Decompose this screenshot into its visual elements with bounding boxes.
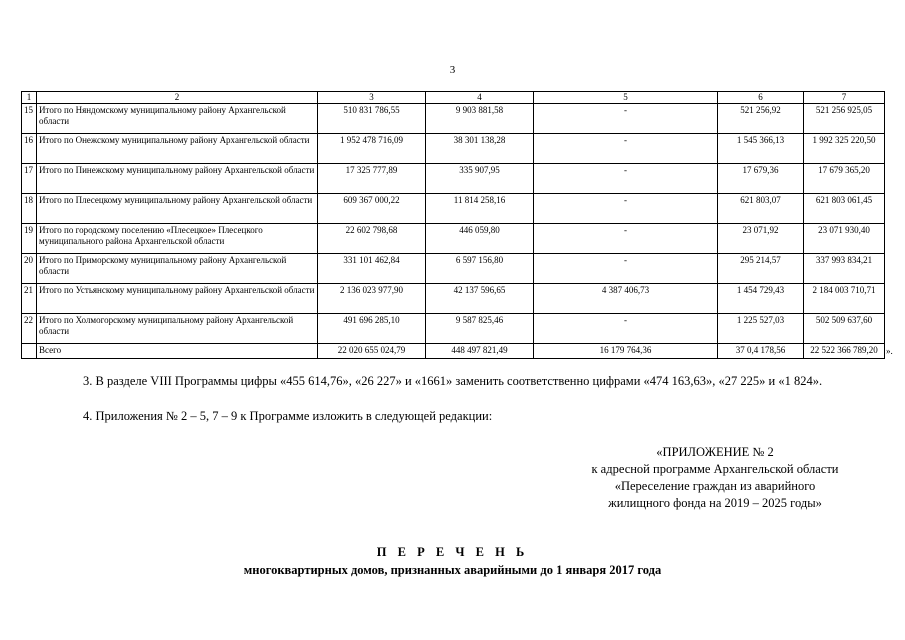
col7-value: 521 256 925,05 [804, 104, 885, 134]
total-col3-value: 22 020 655 024,79 [318, 344, 426, 359]
col5-value: - [534, 254, 718, 284]
row-name: Итого по Пинежскому муниципальному району Архангельской области [37, 164, 318, 194]
financing-table [21, 91, 885, 359]
row-number: 22 [22, 314, 37, 344]
column-header: 5 [534, 92, 718, 104]
col6-value: 1 545 366,13 [718, 134, 804, 164]
appendix-line: жилищного фонда на 2019 – 2025 годы» [608, 496, 822, 510]
paragraph-3: 3. В разделе VIII Программы цифры «455 614,76», «26 227» и «1661» заменить соответственно цифрами «474 163,63», «27 225» и «1 824». [83, 374, 823, 388]
row-number: 19 [22, 224, 37, 254]
column-header: 6 [718, 92, 804, 104]
table-row [22, 164, 885, 194]
col5-value: - [534, 194, 718, 224]
col5-value: - [534, 314, 718, 344]
col3-value: 491 696 285,10 [318, 314, 426, 344]
document-subtitle: многоквартирных домов, признанных аварийными до 1 января 2017 года [243, 563, 662, 577]
col6-value: 17 679,36 [718, 164, 804, 194]
col6-value: 621 803,07 [718, 194, 804, 224]
table-row [22, 134, 885, 164]
total-row-name: Всего [37, 344, 318, 359]
total-col6-value: 37 0,4 178,56 [718, 344, 804, 359]
appendix-line: «ПРИЛОЖЕНИЕ № 2 [656, 445, 774, 459]
total-col5-value: 16 179 764,36 [534, 344, 718, 359]
row-name: Итого по Холмогорскому муниципальному району Архангельской области [37, 314, 318, 344]
table-row [22, 224, 885, 254]
column-header: 7 [804, 92, 885, 104]
col3-value: 609 367 000,22 [318, 194, 426, 224]
table-row [22, 194, 885, 224]
col4-value: 9 587 825,46 [426, 314, 534, 344]
col3-value: 1 952 478 716,09 [318, 134, 426, 164]
col3-value: 17 325 777,89 [318, 164, 426, 194]
appendix-heading [540, 444, 890, 512]
col4-value: 9 903 881,58 [426, 104, 534, 134]
col4-value: 446 059,80 [426, 224, 534, 254]
row-number: 17 [22, 164, 37, 194]
col4-value: 6 597 156,80 [426, 254, 534, 284]
col5-value: - [534, 134, 718, 164]
row-name: Итого по Приморскому муниципальному району Архангельской области [37, 254, 318, 284]
table-row [22, 314, 885, 344]
col4-value: 42 137 596,65 [426, 284, 534, 314]
appendix-line: «Переселение граждан из аварийного [614, 479, 816, 493]
appendix-line: к адресной программе Архангельской области [591, 462, 839, 476]
total-col7-value: 22 522 366 789,20 [804, 344, 885, 359]
page-number: 3 [449, 64, 456, 76]
col5-value: 4 387 406,73 [534, 284, 718, 314]
document-title: П Е Р Е Ч Е Н Ь [376, 545, 529, 559]
row-name: Итого по городскому поселению «Плесецкое» Плесецкого муниципального района Архангельской области [37, 224, 318, 254]
table-header-row [22, 92, 885, 104]
col3-value: 2 136 023 977,90 [318, 284, 426, 314]
col6-value: 1 454 729,43 [718, 284, 804, 314]
col7-value: 1 992 325 220,50 [804, 134, 885, 164]
col4-value: 335 907,95 [426, 164, 534, 194]
col5-value: - [534, 224, 718, 254]
col3-value: 331 101 462,84 [318, 254, 426, 284]
col7-value: 2 184 003 710,71 [804, 284, 885, 314]
col6-value: 23 071,92 [718, 224, 804, 254]
row-name: Итого по Онежскому муниципальному району Архангельской области [37, 134, 318, 164]
column-header: 2 [37, 92, 318, 104]
col7-value: 17 679 365,20 [804, 164, 885, 194]
row-number: 21 [22, 284, 37, 314]
row-name: Итого по Устьянскому муниципальному району Архангельской области [37, 284, 318, 314]
col4-value: 38 301 138,28 [426, 134, 534, 164]
paragraph-4: 4. Приложения № 2 – 5, 7 – 9 к Программе изложить в следующей редакции: [83, 409, 493, 423]
col5-value: - [534, 164, 718, 194]
row-number: 18 [22, 194, 37, 224]
col6-value: 1 225 527,03 [718, 314, 804, 344]
table-row [22, 104, 885, 134]
column-header: 3 [318, 92, 426, 104]
col6-value: 521 256,92 [718, 104, 804, 134]
col3-value: 22 602 798,68 [318, 224, 426, 254]
row-number: 15 [22, 104, 37, 134]
table-row [22, 284, 885, 314]
column-header: 4 [426, 92, 534, 104]
col7-value: 502 509 637,60 [804, 314, 885, 344]
table-closing-quote: ». [886, 346, 893, 356]
col7-value: 337 993 834,21 [804, 254, 885, 284]
row-name: Итого по Няндомскому муниципальному району Архангельской области [37, 104, 318, 134]
col7-value: 23 071 930,40 [804, 224, 885, 254]
col3-value: 510 831 786,55 [318, 104, 426, 134]
col5-value: - [534, 104, 718, 134]
col7-value: 621 803 061,45 [804, 194, 885, 224]
total-row-number [22, 344, 37, 359]
table-total-row [22, 344, 885, 359]
column-header: 1 [22, 92, 37, 104]
total-col4-value: 448 497 821,49 [426, 344, 534, 359]
col4-value: 11 814 258,16 [426, 194, 534, 224]
row-number: 20 [22, 254, 37, 284]
table-row [22, 254, 885, 284]
row-name: Итого по Плесецкому муниципальному району Архангельской области [37, 194, 318, 224]
row-number: 16 [22, 134, 37, 164]
col6-value: 295 214,57 [718, 254, 804, 284]
